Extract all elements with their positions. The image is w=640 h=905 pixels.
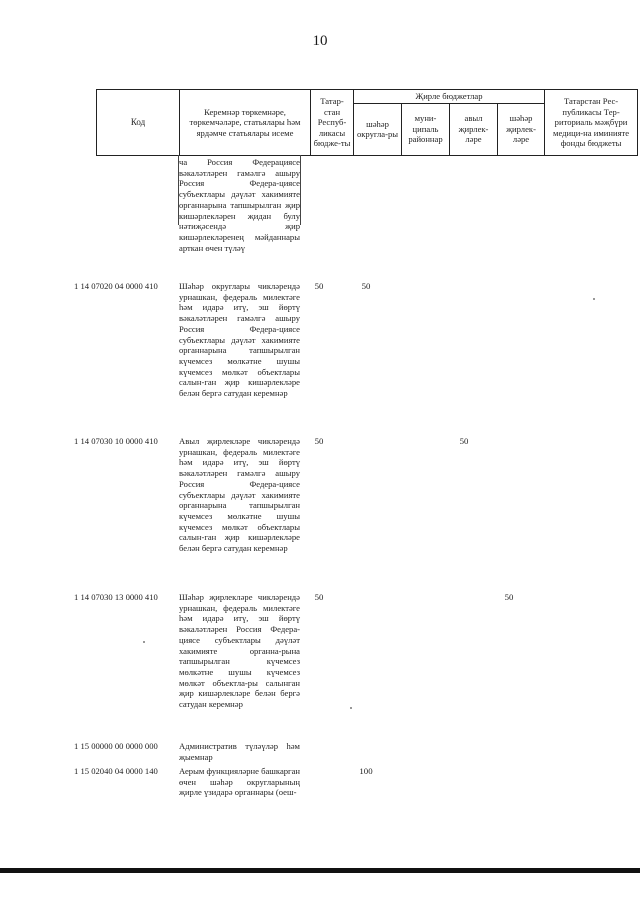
row-code: 1 14 07030 10 0000 410: [74, 436, 158, 446]
row-code: 1 15 00000 00 0000 000: [74, 741, 158, 751]
page-number: 10: [312, 33, 328, 49]
column-divider: [300, 155, 301, 225]
row-description: ча Россия Федерациясе вәкаләтләрен гамәлгә ашыру Россия Федера-циясе субъектлары дәүләт хакимияте органнарына тапшырылган җир кишәрлекләрен җидан булу нәтиҗәсендә җир кишәрлекләренең мәйданнары арткан өчен түләү: [179, 157, 300, 253]
header-rural-settlements: авыл җирлек-ләре: [450, 103, 498, 155]
row-value-urban-settlements: 50: [504, 592, 514, 602]
row-value-city-districts: 50: [361, 281, 371, 291]
row-description: Шәһәр округлары чикләрендә урнашкан, федераль милектәге һәм идарә итү, эш йөртү вәкаләтләрен гамәлгә ашыру Россия Федера-циясе субъектлары дәүләт хакимияте органнарына тапшырылган күчемсез мөлкәтне шушы күчемсез мөлкәт объектлары салын-ган җир кишәрлекләре белән бергә сатудан керемнәр: [179, 281, 300, 399]
header-medical-fund: Татарстан Рес-публикасы Тер-риториаль мәҗбүри медици-на иминияте фонды бюджеты: [545, 90, 638, 156]
header-name: Керемнәр төркемнәре, төркемчәләре, статьялары һәм ярдәмче статьялары исеме: [180, 90, 311, 156]
row-value-tatarstan: 50: [314, 592, 324, 602]
header-city-districts: шәһәр округла-ры: [354, 103, 402, 155]
header-municipal-districts: муни-ципаль районнар: [402, 103, 450, 155]
header-tatarstan-budget: Татар-стан Респуб-ликасы бюдже-ты: [311, 90, 354, 156]
row-description: Административ түләүләр һәм җыемнар: [179, 741, 300, 762]
scan-speck: [350, 707, 352, 709]
scan-border: [0, 868, 640, 873]
row-code: 1 14 07030 13 0000 410: [74, 592, 158, 602]
row-value-city-districts: 100: [359, 766, 373, 776]
row-code: 1 14 07020 04 0000 410: [74, 281, 158, 291]
scan-speck: [143, 641, 145, 643]
row-value-rural-settlements: 50: [459, 436, 469, 446]
header-urban-settlements: шәһәр җирлек-ләре: [498, 103, 545, 155]
row-description: Шәһәр җирлекләре чикләрендә урнашкан, федераль милектәге һәм идарә итү, эш йөртү вәкаләтләрен Россия Федера-циясе субъектлары дәүләт хакимияте органна-рына тапшырылган күчемсез мөлкәтне шушы күчемсез мөлкәт объектла-ры салынган җир кишәрлекләре белән бергә сатудан керемнәр: [179, 592, 300, 710]
row-description: Авыл җирлекләре чикләрендә урнашкан, федераль милектәге һәм идарә итү, эш йөртү вәкаләтләрен гамәлгә ашыру Россия Федера-циясе субъектлары дәүләт хакимияте органнарына тапшырылган күчемсез мөлкәтне шушы күчемсез мөлкәт объектлары салын-ган җир кишәрлекләре белән бергә сатудан керемнәр: [179, 436, 300, 554]
row-value-tatarstan: 50: [314, 281, 324, 291]
row-code: 1 15 02040 04 0000 140: [74, 766, 158, 776]
row-value-tatarstan: 50: [314, 436, 324, 446]
header-local-budgets: Җирле бюджетлар: [354, 90, 545, 104]
row-description: Аерым функцияләрне башкарган өчен шәһәр округларының җирле үзидарә органнары (оеш-: [179, 766, 300, 798]
scan-speck: [593, 298, 595, 300]
header-code: Код: [97, 90, 180, 156]
